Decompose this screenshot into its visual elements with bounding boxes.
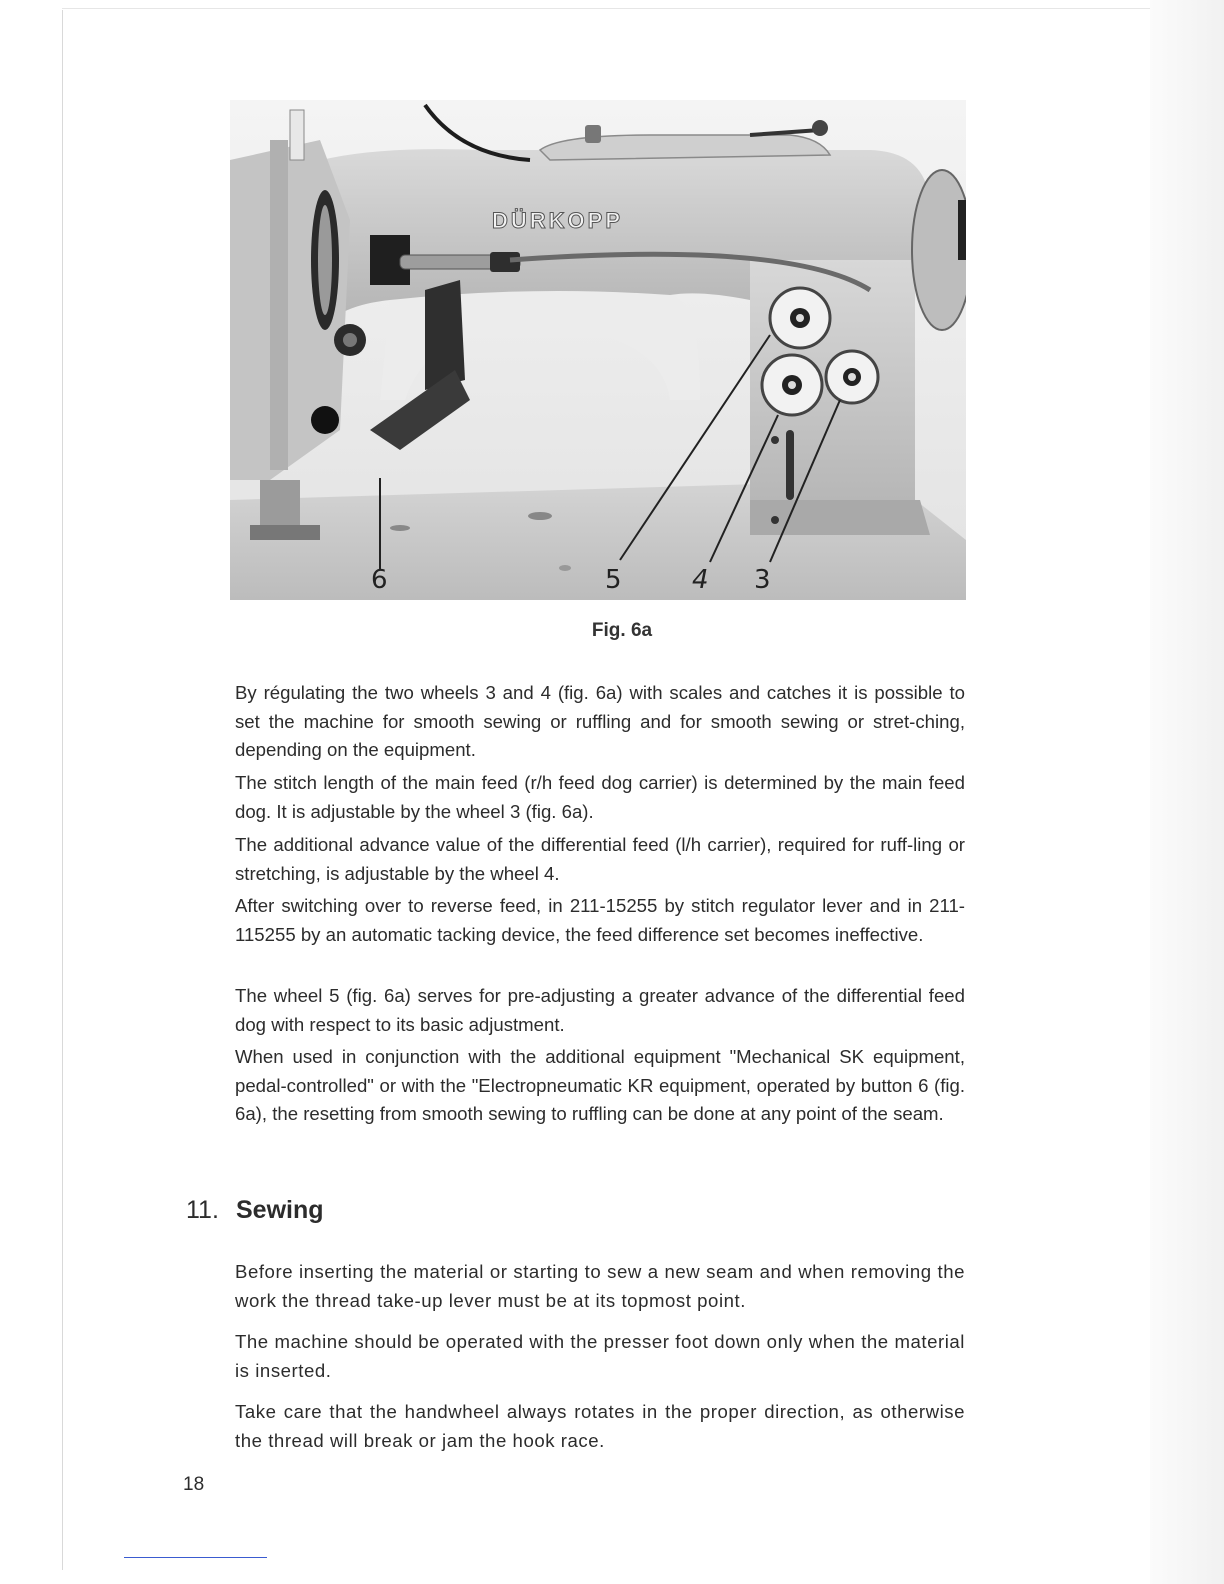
callout-4: 4 (692, 565, 709, 595)
paragraph-differential-feed: The additional advance value of the differential feed (l/h carrier), required for ruff-ling or stretching, is adjustable by the wheel 4. (235, 834, 965, 884)
figure-sewing-machine (230, 100, 966, 600)
section-heading-sewing (186, 1196, 324, 1225)
callout-3: 3 (754, 565, 771, 595)
paragraph-wheel-5: The wheel 5 (fig. 6a) serves for pre-adjusting a greater advance of the differential feed dog with respect to its basic adjustment. (235, 985, 965, 1035)
paragraph-handwheel: Take care that the handwheel always rotates in the proper direction, as otherwise the thread will break or jam the hook race. (235, 1401, 965, 1451)
page-edge-right (1150, 0, 1224, 1584)
wheel-4-dial (762, 355, 822, 415)
footer-underline (124, 1557, 267, 1558)
paragraph-wheels-3-4: By régulating the two wheels 3 and 4 (fig. 6a) with scales and catches it is possible to set the machine for smooth sewing or ruffling and for smooth sewing or stret-ching, depending on the equipment. (235, 682, 965, 760)
paragraph-presser-foot: The machine should be operated with the presser foot down only when the material is inserted. (235, 1331, 965, 1381)
page-edge-left (62, 10, 63, 1570)
page-number: 18 (183, 1474, 205, 1495)
paragraph-inserting-material: Before inserting the material or starting to sew a new seam and when removing the work the thread take-up lever must be at its topmost point. (235, 1261, 965, 1311)
brand-label: DÜRKOPP (492, 208, 624, 233)
sewing-machine-photo (230, 100, 966, 600)
paragraph-reverse-feed: After switching over to reverse feed, in 211-15255 by stitch regulator lever and in 211-115255 by an automatic tacking device, the feed difference set becomes ineffective. (235, 895, 965, 945)
wheel-5-dial (770, 288, 830, 348)
section-number: 11. (186, 1196, 219, 1224)
callout-5: 5 (605, 565, 622, 595)
section-title: Sewing (236, 1196, 324, 1224)
paragraph-stitch-length: The stitch length of the main feed (r/h feed dog carrier) is determined by the main feed dog. It is adjustable by the wheel 3 (fig. 6a). (235, 772, 965, 822)
page-edge-top (62, 8, 1152, 9)
callout-6: 6 (371, 565, 388, 595)
figure-caption: Fig. 6a (591, 620, 653, 641)
paragraph-additional-equipment: When used in conjunction with the additional equipment "Mechanical SK equipment, pedal-controlled" or with the "Electropneumatic KR equipment, operated by button 6 (fig. 6a), the resetting from smooth sewing to ruffling can be done at any point of the seam. (235, 1046, 965, 1124)
wheel-3-dial (826, 351, 878, 403)
